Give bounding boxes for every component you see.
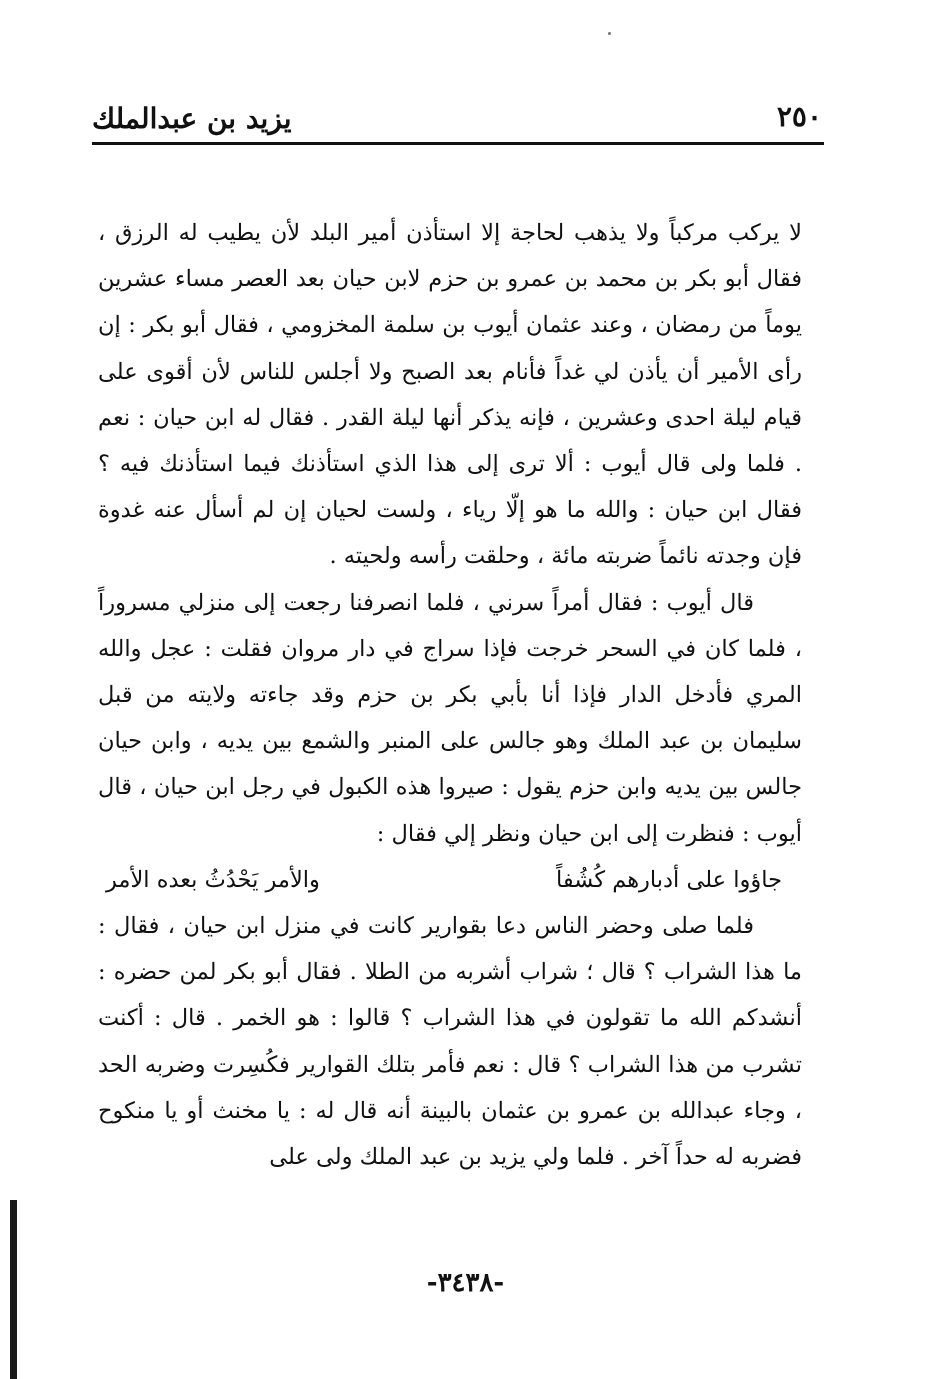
- running-title: يزيد بن عبدالملك: [92, 102, 292, 135]
- page-footer-marker: -٣٤٣٨-: [426, 1268, 505, 1298]
- poetry-verse: [98, 857, 802, 903]
- paragraph: لا يركب مركباً ولا يذهب لحاجة إلا استأذن أمير البلد لأن يطيب له الرزق ، فقال أبو بكر بن محمد بن عمرو بن حزم لابن حيان بعد العصر مساء عشرين يوماً من رمضان ، وعند عثمان أيوب بن سلمة المخزومي ، فقال أبو بكر : إن رأى الأمير أن يأذن لي غداً فأنام بعد الصبح ولا أجلس للناس لأن أقوى على قيام ليلة احدى وعشرين ، فإنه يذكر أنها ليلة القدر . فقال له ابن حيان : نعم . فلما ولى قال أيوب : ألا ترى إلى هذا الذي استأذنك فيما استأذنك فيه ؟ فقال ابن حيان : والله ما هو إلّا رياء ، ولست لحيان إن لم أسأل عنه غدوة فإن وجدته نائماً ضربته مائة ، وحلقت رأسه ولحيته .: [98, 220, 802, 570]
- body-text: [98, 210, 802, 1180]
- page-number: ٢٥٠: [776, 100, 822, 133]
- verse-first-hemistich: جاؤوا على أدبارهم كُشُفاً: [556, 866, 782, 893]
- paragraph: قال أيوب : فقال أمراً سرني ، فلما انصرفنا رجعت إلى منزلي مسروراً ، فلما كان في السحر خرجت فإذا سراج في دار مروان فقلت : عجل والله المري فأدخل الدار فإذا أنا بأبي بكر بن حزم وقد جاءته ولايته من قبل سليمان بن عبد الملك وهو جالس على المنبر والشمع بين يديه ، وابن حيان جالس بين يديه وابن حزم يقول : صيروا هذه الكبول في رجل ابن حيان ، قال أيوب : فنظرت إلى ابن حيان ونظر إلي فقال :: [98, 589, 802, 847]
- paragraph: فلما صلى وحضر الناس دعا بقوارير كانت في منزل ابن حيان ، فقال : ما هذا الشراب ؟ قال ؛ شراب أشربه من الطلا . فقال أبو بكر لمن حضره : أنشدكم الله ما تقولون في هذا الشراب ؟ قالوا : هو الخمر . قال : أكنت تشرب من هذا الشراب ؟ قال : نعم فأمر بتلك القوارير فكُسِرت وضربه الحد ، وجاء عبدالله بن عمرو بن عثمان بالبينة أنه قال له : يا مخنث أو يا منكوح فضربه له حداً آخر . فلما ولي يزيد بن عبد الملك ولى على: [98, 913, 802, 1171]
- page-header: [92, 100, 822, 140]
- scan-speck: [608, 32, 611, 35]
- verse-second-hemistich: والأمر يَحْدُثُ بعده الأمر: [106, 866, 320, 893]
- header-rule: [92, 142, 824, 145]
